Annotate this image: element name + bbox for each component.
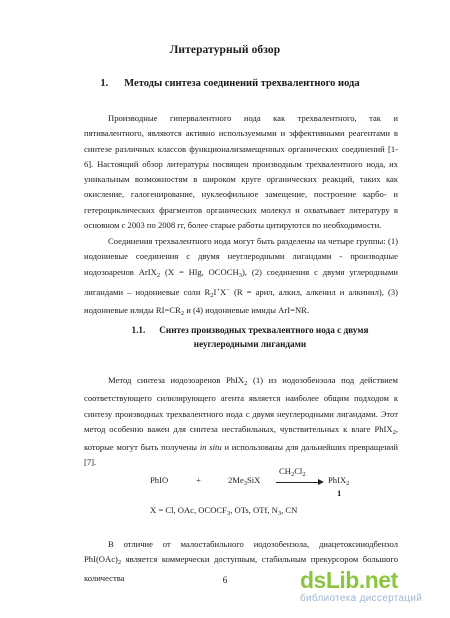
paragraph-groups-text-7: и (4) иодониевые имиды ArI=NR. — [184, 305, 310, 316]
page-number: 6 — [222, 575, 228, 585]
section-1-title: Методы синтеза соединений трехвалентного иода — [124, 78, 360, 89]
paragraph-groups-text-1: Соединения трехвалентного иода могут быть разделены на четыре группы: (1) иодониевые соединения с двумя неуглеродными лигандами - производные иодозоаренов ArIX — [84, 236, 398, 277]
reaction-arrow — [276, 482, 322, 483]
paragraph-intro — [84, 111, 398, 233]
paragraph-intro-text: Производные гипервалентного иода как трехвалентного, так и пятивалентного, являются активно используемыми и эффективными реагентами в синтезе различных классов функционализамещенных органических соединений [1-6]. Настоящий обзор литературы посвящен производным трехвалентного иода, их уникальным возможностям в широком круге органических реакций, таких как окисление, галогенирование, нуклеофильное замещение, построение карбо- и гетероциклических фрагментов органических молекул и охватывает литературу в основном с 2003 по 2008 гг, более старые работы цитируются по необходимости. — [84, 113, 398, 231]
paragraph-diacetoxy-text-2: является коммерчески доступным, стабильным прекурсором большого количества — [84, 554, 398, 583]
watermark-logo-tail: net — [364, 567, 398, 593]
subscript: 2 — [244, 380, 248, 387]
plus-sign: + — [196, 475, 201, 485]
section-1-1-heading — [100, 323, 400, 351]
product-formula: PhIX — [328, 475, 347, 485]
subscript: 2 — [180, 310, 185, 318]
section-1-1-title: Синтез производных трехвалентного иода с двумя неуглеродными лигандами — [159, 325, 369, 349]
paragraph-groups-text-5: X — [220, 286, 227, 297]
paragraph-method — [84, 373, 398, 471]
reactant-silyl-tail: SiX — [247, 475, 261, 485]
section-1-1-number: 1.1. — [131, 325, 146, 335]
paragraph-diacetoxy-text-1: В отличие от малостабильного иодозобензола, диацетоксииодбензол PhI(OAc) — [84, 539, 398, 565]
subscript: 3 — [238, 271, 242, 279]
x-list-mid: , OTs, OTf, N — [230, 505, 278, 515]
paragraph-method-text-1: Метод синтеза иодозоаренов PhIX — [108, 375, 245, 385]
subscript: 2 — [210, 291, 214, 299]
subscript: 2 — [117, 559, 122, 567]
watermark-logo-dot: . — [358, 567, 365, 593]
watermark-logo — [300, 568, 450, 618]
paragraph-method-text-2: (1) из иодозобензола под действием соответствующего силилирующего агента является наиболее общим подходом к синтезу производных трехвалентного иода с двумя неуглеродными лигандами. Этот метод особенно важен для синтеза нестабильных, чувствительных к влаге PhIX — [84, 375, 398, 434]
x-list-tail: , CN — [281, 505, 298, 515]
paragraph-method-text-5: и использованы для дальнейших превращений [7]. — [84, 442, 398, 468]
reactant-silyl-head: 2Me — [228, 475, 244, 485]
subscript: 3 — [226, 510, 231, 517]
paragraph-method-text-3: , которые могут быть получены — [84, 423, 398, 453]
paragraph-groups-text-6: (R = арил, алкил, алкенил и алкинил), (3) иодониевые илиды RI=CR — [84, 286, 398, 316]
subscript: 2 — [346, 480, 350, 487]
subscript: 2 — [290, 471, 295, 478]
watermark-logo-text — [300, 568, 450, 592]
reactant-silyl — [228, 475, 260, 487]
paragraph-method-italic: in situ — [199, 442, 222, 453]
subscript: 2 — [392, 428, 396, 436]
x-substituents — [150, 505, 297, 517]
reactant-phio: PhIO — [150, 475, 169, 485]
superscript-plus: + — [216, 286, 221, 294]
page-title: Литературный обзор — [169, 44, 281, 56]
section-1-number: 1. — [100, 78, 109, 89]
watermark-logo-main: dsLib — [300, 567, 359, 593]
reaction-condition — [279, 466, 306, 478]
watermark-subtitle: библиотека диссертаций — [300, 593, 423, 604]
superscript-minus: − — [226, 286, 230, 294]
x-list-head: X = Cl, OAc, OCOCF — [150, 505, 227, 515]
subscript: 2 — [302, 471, 306, 478]
subscript: 3 — [277, 510, 282, 517]
paragraph-groups-text-3: ), (2) соединения с двумя углеродными лигандами – иодониевые соли R — [84, 266, 398, 297]
condition-mid: Cl — [294, 466, 303, 476]
product-number: 1 — [337, 488, 342, 498]
subscript: 3 — [243, 480, 248, 487]
paragraph-groups-text-4: I — [213, 286, 217, 297]
subscript: 2 — [156, 271, 161, 279]
paragraph-groups-text-2: (X = Hlg, OCOCH — [160, 266, 239, 277]
condition-head: CH — [279, 466, 291, 476]
paragraph-groups — [84, 234, 398, 321]
section-1-heading — [40, 78, 420, 89]
product — [328, 475, 349, 487]
reaction-arrow-head — [318, 479, 324, 485]
